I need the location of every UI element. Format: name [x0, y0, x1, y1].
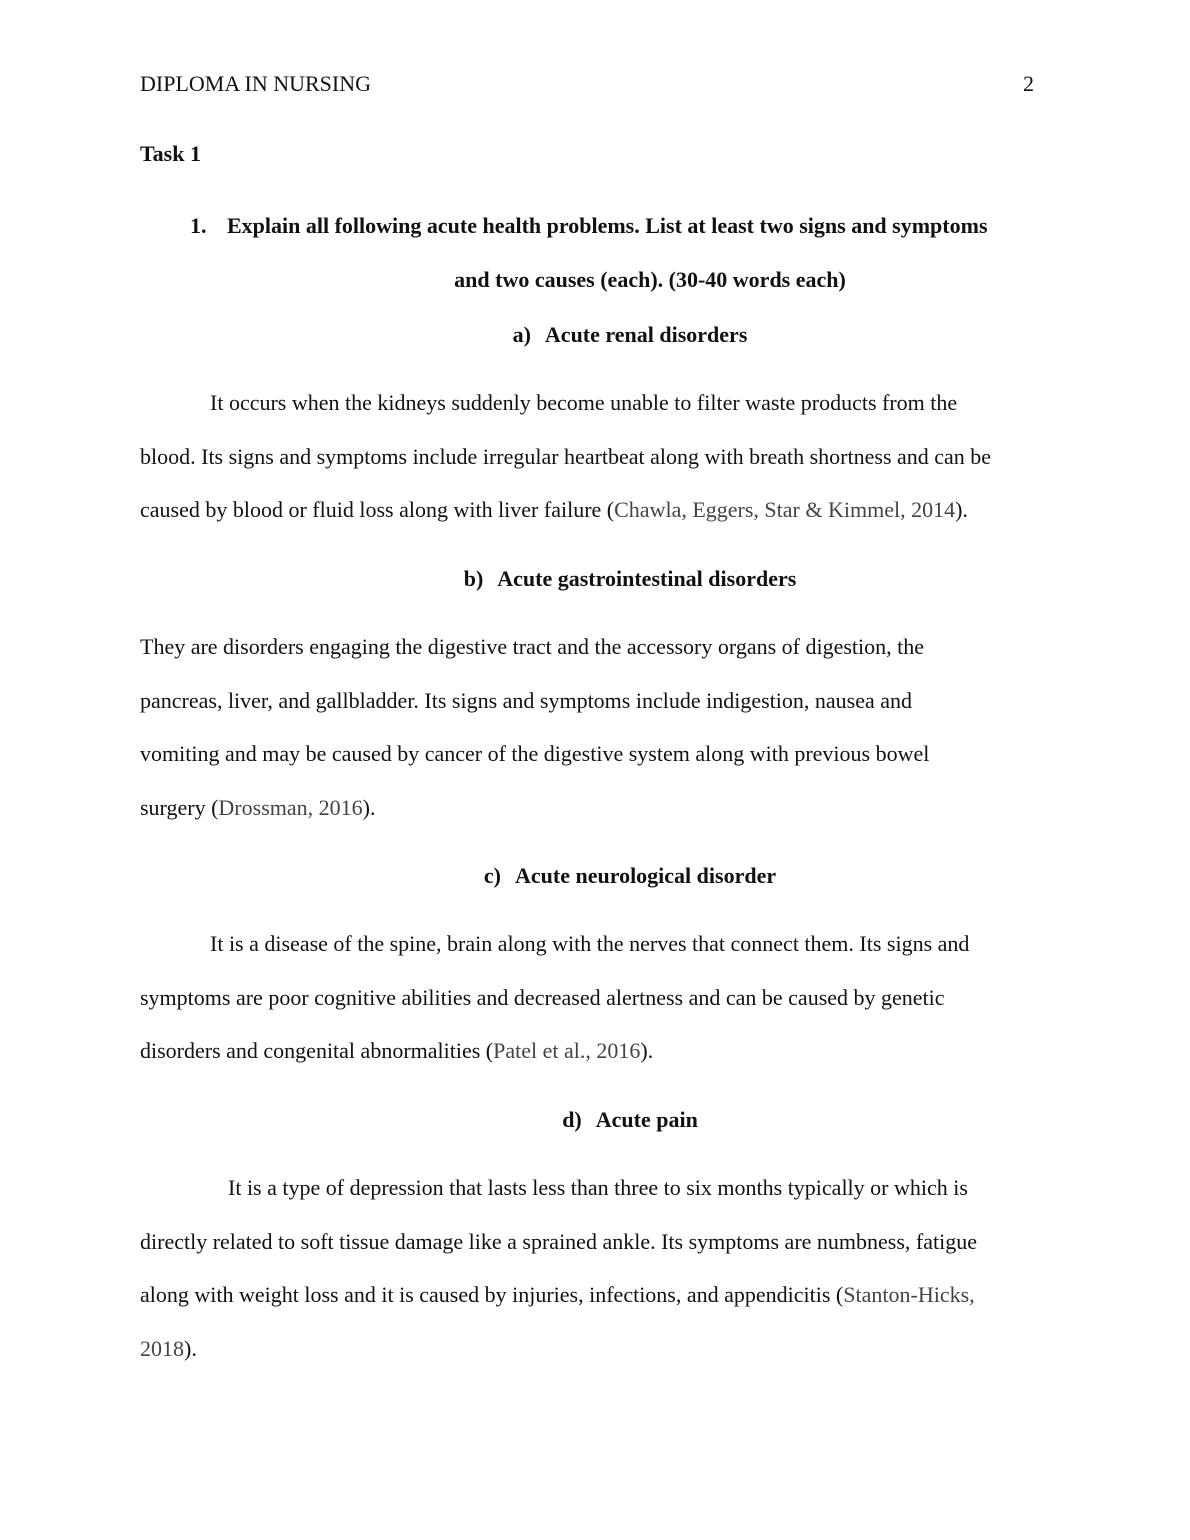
section-letter: c) — [483, 863, 501, 888]
citation-year: 2018 — [140, 1335, 184, 1361]
section-letter: d) — [562, 1107, 582, 1132]
question-number: 1. — [190, 213, 207, 238]
section-heading-b — [140, 565, 1120, 593]
paragraph-line: symptoms are poor cognitive abilities and decreased alertness and can be caused by genetic — [140, 984, 945, 1010]
paragraph-line: directly related to soft tissue damage like a sprained ankle. Its symptoms are numbness, fatigue — [140, 1228, 977, 1254]
section-heading-d — [140, 1106, 1120, 1134]
running-header — [140, 70, 1034, 98]
paragraph-line — [140, 1024, 1050, 1078]
citation: Chawla, Eggers, Star & Kimmel, 2014 — [614, 497, 956, 523]
paragraph-text: surgery ( — [140, 794, 219, 820]
paragraph-text: caused by blood or fluid loss along with liver failure ( — [140, 497, 615, 523]
paragraph-line — [140, 781, 1050, 835]
section-letter: b) — [463, 566, 484, 591]
paragraph-end: ). — [362, 794, 376, 820]
section-heading-c — [140, 862, 1120, 890]
section-paragraph-d — [140, 1161, 1050, 1375]
running-title: DIPLOMA IN NURSING — [140, 71, 372, 96]
section-title: Acute neurological disorder — [514, 863, 777, 888]
question-line-1 — [140, 199, 1140, 253]
section-paragraph-a — [140, 376, 1050, 537]
question-line-2: and two causes (each). (30-40 words each) — [454, 267, 846, 292]
paragraph-line: It is a type of depression that lasts less than three to six months typically or which is — [228, 1175, 968, 1200]
section-paragraph-b — [140, 620, 1050, 834]
paragraph-end: ). — [184, 1335, 197, 1361]
paragraph-end: ). — [640, 1038, 654, 1064]
citation: Patel et al., 2016 — [493, 1038, 641, 1064]
paragraph-text: disorders and congenital abnormalities ( — [140, 1038, 494, 1064]
paragraph-line — [140, 1268, 1050, 1322]
section-title: Acute renal disorders — [544, 322, 748, 347]
section-letter: a) — [512, 322, 531, 347]
task-heading: Task 1 — [140, 141, 201, 166]
citation: Drossman, 2016 — [218, 794, 363, 820]
section-heading-a — [140, 321, 1120, 349]
section-paragraph-c — [140, 917, 1050, 1078]
citation: Stanton-Hicks, — [843, 1282, 975, 1308]
paragraph-text: along with weight loss and it is caused by injuries, infections, and appendicitis ( — [140, 1282, 844, 1308]
section-title: Acute pain — [595, 1107, 698, 1132]
paragraph-line: vomiting and may be caused by cancer of the digestive system along with previous bowel — [140, 741, 930, 767]
paragraph-line: It is a disease of the spine, brain along with the nerves that connect them. Its signs and — [210, 931, 970, 956]
paragraph-line — [140, 1322, 1050, 1376]
paragraph-end: ). — [955, 497, 968, 523]
paragraph-line: blood. Its signs and symptoms include irregular heartbeat along with breath shortness and can be — [140, 443, 992, 469]
page-number: 2 — [1023, 71, 1034, 96]
question-text-1: Explain all following acute health problems. List at least two signs and symptoms — [227, 213, 988, 238]
paragraph-line: It occurs when the kidneys suddenly become unable to filter waste products from the — [210, 390, 958, 415]
paragraph-line: pancreas, liver, and gallbladder. Its signs and symptoms include indigestion, nausea and — [140, 687, 912, 713]
section-title: Acute gastrointestinal disorders — [497, 566, 797, 591]
question-1 — [140, 199, 1140, 307]
paragraph-line: They are disorders engaging the digestive tract and the accessory organs of digestion, the — [140, 634, 925, 659]
paragraph-line — [140, 483, 1050, 537]
